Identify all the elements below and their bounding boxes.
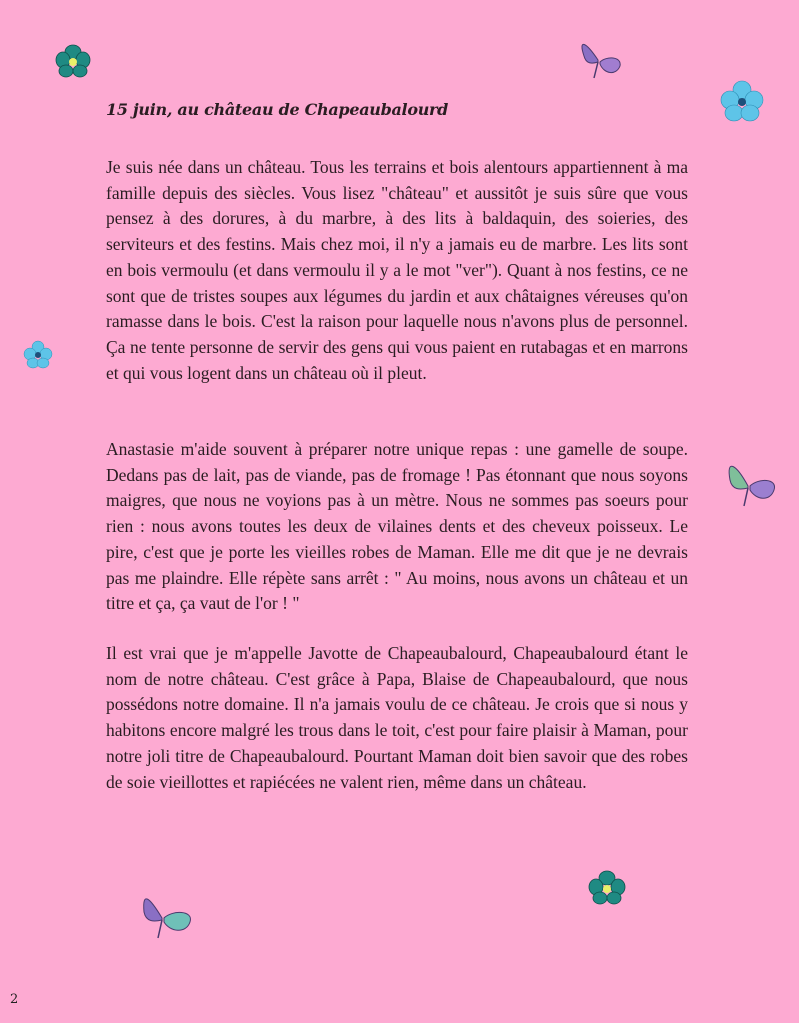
flower-icon (720, 80, 764, 124)
butterfly-icon (576, 34, 626, 82)
page-number: 2 (10, 992, 19, 1007)
paragraph: Je suis née dans un château. Tous les terrains et bois alentours appartiennent à ma famille depuis des siècles. Vous lisez "château" et aussitôt je suis sûre que vous pensez à des dorures, à du marbre, à des lits à baldaquin, des soieries, des serviteurs et des festins. Mais chez moi, il n'y a jamais eu de marbre. Les lits sont en bois vermoulu (et dans vermoulu il y a le mot "ver"). Quant à nos festins, ce ne sont que de tristes soupes aux légumes du jardin et aux châtaignes véreuses qu'on ramasse dans le bois. C'est la raison pour laquelle nous n'avons plus de personnel. Ça ne tente personne de servir des gens qui vous paient en rutabagas et en marrons et qui vous logent dans un château où il pleut. (106, 157, 688, 383)
page-title: 15 juin, au château de Chapeaubalourd (106, 100, 449, 119)
butterfly-icon (140, 890, 196, 942)
flower-icon (588, 870, 626, 906)
flower-icon (23, 340, 53, 370)
paragraph: Anastasie m'aide souvent à préparer notre unique repas : une gamelle de soupe. Dedans pas de lait, pas de viande, pas de fromage ! Pas étonnant que nous soyons maigres, que nous ne voyions pas à un mètre. Nous ne sommes pas soeurs pour rien : nous avons toutes les deux de vilaines dents et des cheveux poisseux. Le pire, c'est que je porte les vieilles robes de Maman. Elle me dit que je ne devrais pas me plaindre. Elle répète sans arrêt : " Au moins, nous avons un château et un titre et ça, ça vaut de l'or ! " (106, 439, 688, 614)
flower-icon (55, 44, 91, 78)
butterfly-icon (724, 456, 780, 510)
paragraph: Il est vrai que je m'appelle Javotte de Chapeaubalourd, Chapeaubalourd étant le nom de notre château. C'est grâce à Papa, Blaise de Chapeaubalourd, que nous possédons notre domaine. Il n'a jamais voulu de ce château. Je crois que si nous y habitons encore malgré les trous dans le toit, c'est pour faire plaisir à Maman, pour notre joli titre de Chapeaubalourd. Pourtant Maman doit bien savoir que des robes de soie vieillottes et rapiécées ne valent rien, même dans un château. (106, 643, 688, 792)
